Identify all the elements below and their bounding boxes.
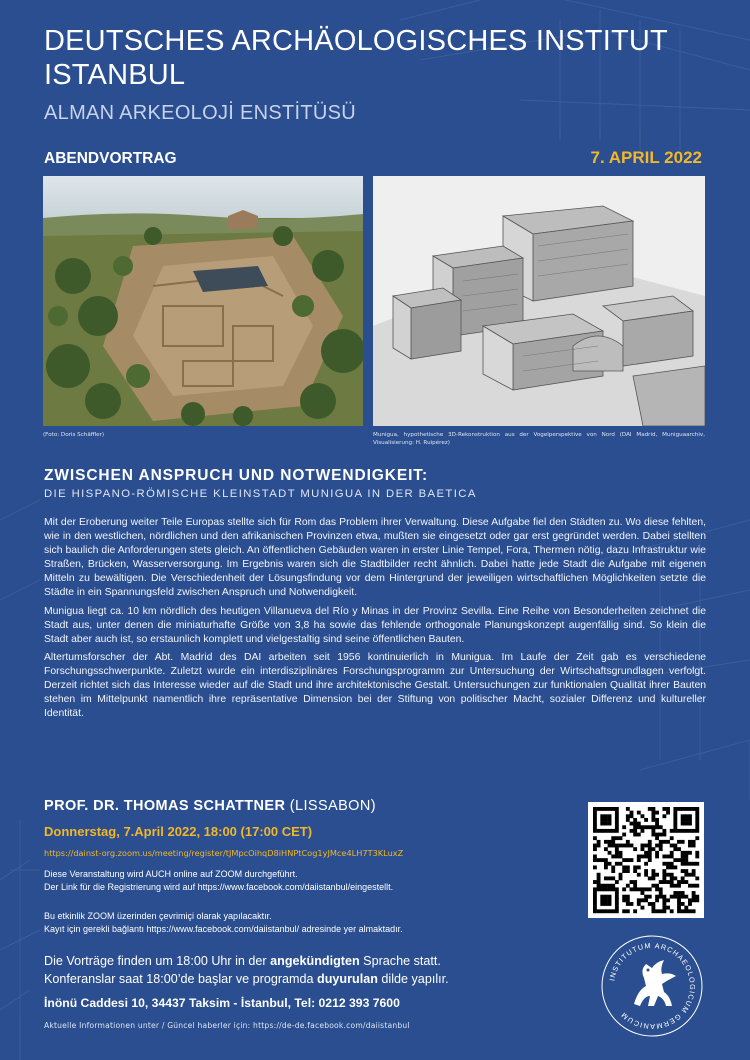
language-notice (44, 952, 584, 988)
zoom-info-turkish-line1: Bu etkinlik ZOOM üzerinden çevrimiçi olarak yapılacaktır. (44, 911, 272, 921)
notice-de-text-1: Die Vorträge finden um 18:00 Uhr in der (44, 954, 271, 968)
speaker (44, 798, 376, 814)
language-notice-german (44, 952, 584, 970)
zoom-info-german-line1: Diese Veranstaltung wird AUCH online auf ZOOM durchgeführt. (44, 869, 298, 879)
seal-text: INSTITUTUM ARCHAEOLOGICUM GERMANICUM (607, 940, 698, 1032)
institute-subtitle-turkish: ALMAN ARKEOLOJİ ENSTİTÜSÜ (44, 102, 357, 124)
zoom-registration-link[interactable]: https://dainst-org.zoom.us/meeting/register/tJMpcOihqD8iHNPtCog1yJMce4LH7T3KLuxZ (44, 848, 404, 858)
notice-de-emphasis: angekündigten (270, 954, 360, 968)
qr-code[interactable] (588, 802, 704, 918)
notice-tr-text-1: Konferanslar saat 18:00’de başlar ve programda (44, 972, 318, 986)
reconstruction-3d-image (373, 176, 705, 426)
lecture-title: ZWISCHEN ANSPRUCH UND NOTWENDIGKEIT: (44, 467, 429, 484)
zoom-info-turkish (44, 910, 564, 936)
notice-tr-text-2: dilde yapılır. (377, 972, 449, 986)
institute-title (44, 24, 724, 92)
institute-address: İnönü Caddesi 10, 34437 Taksim - İstanbul, Tel: 0212 393 7600 (44, 996, 400, 1010)
event-date: 7. APRIL 2022 (590, 148, 702, 167)
photo-caption-right: Munigua, hypothetische 3D-Rekonstruktion aus der Vogelperspektive von Nord (DAI Madrid, Muniguaarchiv, Visualisierung: H. Ruipérez) (373, 432, 705, 446)
notice-de-text-2: Sprache statt. (359, 954, 441, 968)
institute-title-line2: ISTANBUL (44, 59, 186, 91)
notice-tr-emphasis: duyurulan (317, 972, 378, 986)
excavation-site-photo (43, 176, 363, 426)
lecture-subtitle: DIE HISPANO-RÖMISCHE KLEINSTADT MUNIGUA IN DER BAETICA (44, 488, 477, 500)
speaker-name: PROF. DR. THOMAS SCHATTNER (44, 798, 286, 814)
footer-info: Aktuelle Informationen unter / Güncel haberler için: https://de-de.facebook.com/daiistanbul (44, 1021, 410, 1030)
description-paragraph-1: Mit der Eroberung weiter Teile Europas stellte sich für Rom das Problem ihrer Verwaltung. Diese Aufgabe fiel den Städten zu. Wo diese fehlten, wie in den westlichen, nördlichen und den afrikanischen Provinzen etwa, mußten sie eingesetzt oder gar erst gegründet werden. Dabei stellten sich baulich die Anforderungen stets gleich. An öffentlichen Gebäuden waren in erster Linie Tempel, Fora, Thermen nötig, dazu Infrastruktur wie Straßen, Brücken, Wasserversorgung. Im Ergebnis waren sich die Stadtbilder recht ähnlich. Dabei hatte jede Stadt die Aufgabe mit eigenen Mitteln zu bewältigen. Die Verschiedenheit der Lösungsfindung vor dem Hintergrund der jeweiligen wirtschaftlichen Möglichkeiten setzte die Städte in ein Spannungsfeld zwischen Anspruch und Notwendigkeit. (44, 517, 706, 599)
language-notice-turkish (44, 970, 584, 988)
event-datetime: Donnerstag, 7.April 2022, 18:00 (17:00 CET) (44, 824, 313, 839)
zoom-info-german-line2: Der Link für die Registrierung wird auf https://www.facebook.com/daiistanbul/eingestellt. (44, 882, 394, 892)
qr-code-graphic (588, 802, 704, 918)
institute-title-line1: DEUTSCHES ARCHÄOLOGISCHES INSTITUT (44, 25, 668, 57)
photo-credit-left: (Foto: Doris Schäffler) (43, 432, 105, 438)
lecture-description (44, 516, 706, 725)
zoom-info-german (44, 868, 564, 894)
event-type: ABENDVORTRAG (44, 150, 177, 167)
zoom-info-turkish-line2: Kayıt için gerekli bağlantı https://www.facebook.com/daiistanbul/ adresinde yer almaktadır. (44, 924, 403, 934)
description-paragraph-2: Munigua liegt ca. 10 km nördlich des heutigen Villanueva del Río y Minas in der Provinz Sevilla. Eine Reihe von Besonderheiten zeichnet die Stadt aus, unter denen die miniaturhafte Größe von 3,8 ha sowie das fehlende orthogonale Planungskonzept augenfällig sind. So klein die Stadt aber auch ist, so erstaunlich komplett und vielgestaltig sind seine öffentlichen Bauten. (44, 605, 706, 645)
institute-seal-logo (600, 934, 704, 1038)
description-paragraph-3: Altertumsforscher der Abt. Madrid des DAI arbeiten seit 1956 kontinuierlich in Munigua. Im Laufe der Zeit gab es verschiedene Forschungsschwerpunkte. Zuletzt wurde ein interdisziplinäres Forschungsprogramm zur Untersuchung der Wirtschaftsgrundlagen verfolgt. Derzeit richtet sich das Interesse wieder auf die Stadt und ihre architektonische Gestalt. Untersuchungen zur funktionalen Qualität ihrer Bauten stehen im Mittelpunkt namentlich ihre repräsentative Dimension bei der Stiftung von politischer Macht, sozialer Differenz und kultureller Identität. (44, 651, 706, 720)
speaker-affiliation: (LISSABON) (289, 798, 376, 814)
